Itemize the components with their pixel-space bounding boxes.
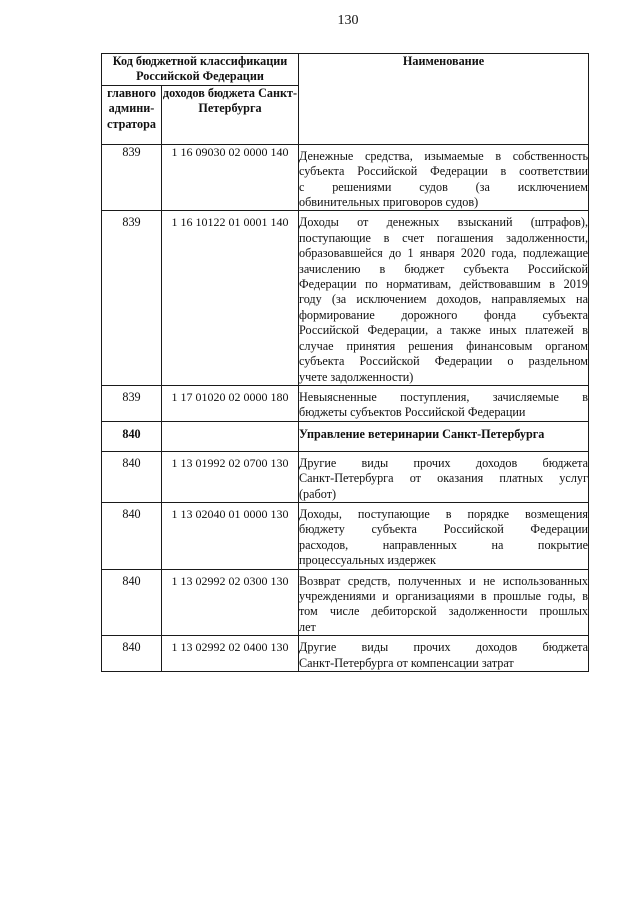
table-row — [102, 569, 589, 636]
description-line: бюджеты субъектов Российской Федерации — [299, 405, 526, 420]
header-name: Наименование — [299, 54, 589, 145]
income-code: 1 13 01992 02 0700 130 — [162, 451, 299, 502]
row-description — [299, 451, 589, 502]
income-code: 1 13 02040 01 0000 130 — [162, 502, 299, 569]
admin-code: 839 — [102, 144, 162, 211]
description-line: том числе дебиторской задолженности прошлых — [299, 604, 588, 619]
description-line: случае принятия решения финансовым органом — [299, 338, 588, 353]
description-line: расходов, направленных на покрытие — [299, 537, 588, 552]
income-code: 1 16 10122 01 0001 140 — [162, 211, 299, 385]
description-line: лет — [299, 619, 316, 634]
section-heading — [299, 421, 589, 451]
description-line: зачислению в бюджет субъекта Российской — [299, 261, 588, 276]
description-line: учреждениями и организациями в прошлые годы, в — [299, 588, 588, 603]
row-description — [299, 385, 589, 421]
description-line: Российской Федерации, а также иных платежей в — [299, 323, 588, 338]
table-section-heading-row — [102, 421, 589, 451]
row-description — [299, 144, 589, 211]
description-line: образовавшейся до 1 января 2020 года, подлежащие — [299, 246, 588, 261]
admin-code: 839 — [102, 211, 162, 385]
table-row — [102, 451, 589, 502]
row-description — [299, 502, 589, 569]
description-line: Невыясненные поступления, зачисляемые в — [299, 389, 588, 404]
table-row — [102, 385, 589, 421]
admin-code: 840 — [102, 636, 162, 672]
description-line: формирование дорожного фонда субъекта — [299, 307, 588, 322]
admin-code: 839 — [102, 385, 162, 421]
description-line: Федерации по нормативам, действовавшим в 2019 — [299, 277, 588, 292]
description-line: Другие виды прочих доходов бюджета — [299, 640, 588, 655]
description-line: Доходы от денежных взысканий (штрафов), — [299, 215, 588, 230]
description-line: процессуальных издержек — [299, 553, 436, 568]
description-line: Санкт-Петербурга от компенсации затрат — [299, 655, 514, 670]
description-line: Возврат средств, полученных и не использованных — [299, 573, 588, 588]
description-line: Денежные средства, изымаемые в собственность — [299, 148, 588, 163]
table-row — [102, 144, 589, 211]
table-body — [102, 144, 589, 671]
income-code: 1 13 02992 02 0300 130 — [162, 569, 299, 636]
admin-code: 840 — [102, 502, 162, 569]
row-description — [299, 569, 589, 636]
table-row — [102, 502, 589, 569]
row-description — [299, 211, 589, 385]
description-line: Другие виды прочих доходов бюджета — [299, 455, 588, 470]
description-line: учете задолженности) — [299, 369, 414, 384]
header-income-column: доходов бюджета Санкт-Петербурга — [162, 85, 299, 144]
admin-code: 840 — [102, 451, 162, 502]
income-code — [162, 421, 299, 451]
description-line: обвинительных приговоров судов) — [299, 195, 479, 210]
budget-classification-table — [101, 53, 589, 672]
header-code-group: Код бюджетной классификации Российской Федерации — [102, 54, 299, 86]
description-line: году (за исключением доходов, направляемых на — [299, 292, 588, 307]
description-line: поступающие в счет погашения задолженности, — [299, 230, 588, 245]
income-code: 1 16 09030 02 0000 140 — [162, 144, 299, 211]
admin-code: 840 — [102, 421, 162, 451]
admin-code: 840 — [102, 569, 162, 636]
row-description — [299, 636, 589, 672]
income-code: 1 13 02992 02 0400 130 — [162, 636, 299, 672]
description-line: субъекта Российской Федерации в соответствии — [299, 164, 588, 179]
header-admin-column: главного админи-стратора — [102, 85, 162, 144]
description-line: субъекта Российской Федерации о раздельном — [299, 354, 588, 369]
description-line: Доходы, поступающие в порядке возмещения — [299, 506, 588, 521]
table-row — [102, 211, 589, 385]
description-line: Санкт-Петербурга от оказания платных услуг — [299, 471, 588, 486]
description-line: бюджету субъекта Российской Федерации — [299, 522, 588, 537]
description-line: (работ) — [299, 486, 337, 501]
description-line: Управление ветеринарии Санкт-Петербурга — [299, 426, 545, 441]
page-number: 130 — [337, 13, 359, 28]
income-code: 1 17 01020 02 0000 180 — [162, 385, 299, 421]
table-row — [102, 636, 589, 672]
description-line: с решениями судов (за исключением — [299, 179, 588, 194]
